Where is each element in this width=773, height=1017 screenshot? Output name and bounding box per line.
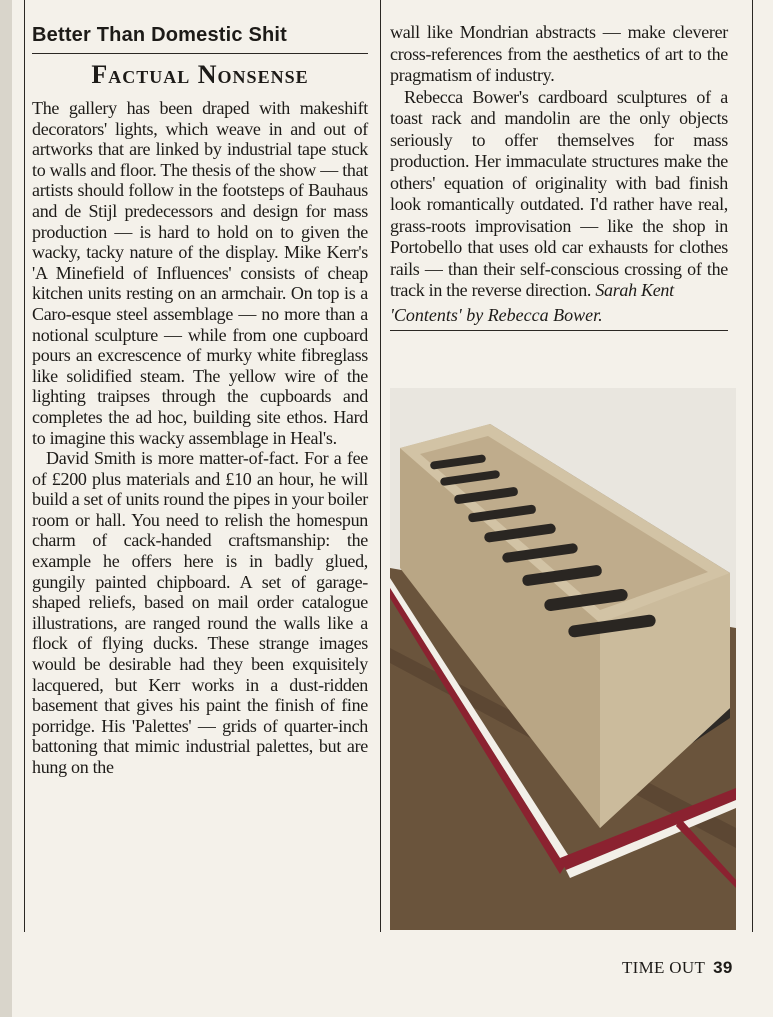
right-column: [390, 22, 728, 331]
paragraph-3: wall like Mondrian abstracts — make cleverer cross-references from the aesthetics of art to the pragmatism of industry.: [390, 22, 728, 85]
article-subhead: Factual Nonsense: [91, 60, 309, 89]
magazine-name: TIME OUT: [622, 958, 706, 977]
caption-rule: [390, 330, 728, 331]
right-column-text: [390, 22, 728, 302]
photo-caption: 'Contents' by Rebecca Bower.: [390, 304, 603, 325]
headline-rule: [32, 53, 368, 54]
author-byline: Sarah Kent: [595, 280, 674, 300]
left-column-rule: [24, 0, 25, 932]
page-edge: [0, 0, 12, 1017]
paragraph-4: [390, 87, 728, 302]
page-number: 39: [713, 958, 733, 977]
sculpture-photo: [390, 388, 736, 930]
left-column: [32, 24, 368, 778]
right-column-rule: [752, 0, 753, 932]
paragraph-4-text: Rebecca Bower's cardboard sculptures of a toast rack and mandolin are the only objects seriously to offer themselves for mass production. Her immaculate structures make the others' equation of originality with bad finish look romantically outdated. I'd rather have real, grass-roots improvisation — like the shop in Portobello that uses old car exhausts for clothes rails — than their self-conscious crossing of the track in the reverse direction.: [390, 86, 728, 300]
paragraph-1: The gallery has been draped with makeshift decorators' lights, which weave in and out of artworks that are linked by industrial tape stuck to walls and floor. The thesis of the show — that artists should follow in the footsteps of Bauhaus and de Stijl predecessors and design for mass production — is hard to hold on to given the wacky, tacky nature of the display. Mike Kerr's 'A Minefield of Influences' consists of cheap kitchen units resting on an armchair. On top is a Caro-esque steel assemblage — no more than a notional sculpture — while from one cupboard pours an excrescence of murky white fibreglass like solidified steam. The yellow wire of the lighting traipses through the cupboards and completes the ad hoc, building site ethos. Hard to imagine this wacky assemblage in Heal's.: [32, 98, 368, 448]
paragraph-2: David Smith is more matter-of-fact. For a fee of £200 plus materials and £10 an hour, he will build a set of units round the pipes in your boiler room or hall. You need to relish the homespun charm of cack-handed craftsmanship: the example he offers here is in badly glued, gungily painted chipboard. A set of garage-shaped reliefs, based on mail order catalogue illustrations, are ranged round the walls like a flock of flying ducks. These strange images would be desirable had they been exquisitely lacquered, but Kerr works in a dust-ridden basement that gives his paint the finish of fine porridge. His 'Palettes' — grids of quarter-inch battoning that mimic industrial palettes, but are hung on the: [32, 448, 368, 777]
article-headline: Better Than Domestic Shit: [32, 24, 288, 46]
column-divider: [380, 0, 381, 932]
left-column-text: [32, 98, 368, 778]
cardboard-toast-rack-illustration: [390, 388, 736, 930]
page-footer: [622, 958, 733, 978]
